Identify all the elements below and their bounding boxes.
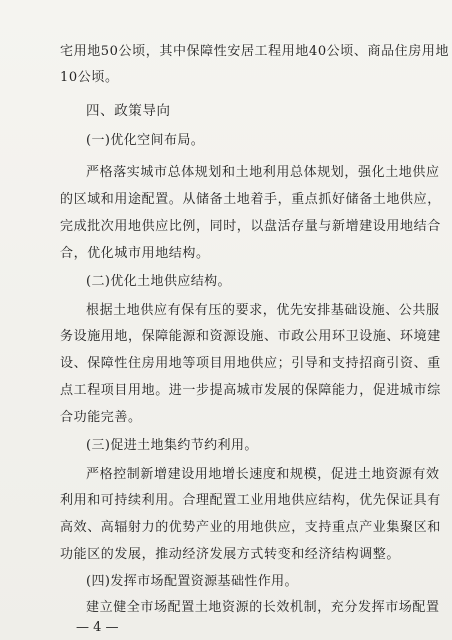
page-number: — 4 — <box>76 620 119 635</box>
body-line: 高效、高辐射力的优势产业的用地供应，支持重点产业集聚区和 <box>60 520 441 535</box>
body-line: 功能区的发展，推动经济发展方式转变和经济结构调整。 <box>60 547 401 562</box>
body-line: 利用和可持续利用。合理配置工业用地供应结构，优先保证具有 <box>60 493 441 508</box>
body-line: 建立健全市场配置土地资源的长效机制，充分发挥市场配置 <box>86 600 440 615</box>
body-line: 根据土地供应有保有压的要求，优先安排基础设施、公共服 <box>86 303 440 318</box>
subsection-heading: (三)促进土地集约节约利用。 <box>86 438 258 453</box>
subsection-heading: (四)发挥市场配置资源基础性作用。 <box>86 574 298 589</box>
body-line: 严格控制新增建设用地增长速度和规模，促进土地资源有效 <box>86 467 440 482</box>
body-line: 合，优化城市用地结构。 <box>60 246 210 261</box>
subsection-heading: (二)优化土地供应结构。 <box>86 274 231 289</box>
body-line: 务设施用地，保障能源和资源设施、市政公用环卫设施、环境建 <box>60 329 441 344</box>
body-line: 的区域和用途配置。从储备土地着手，重点抓好储备土地供应， <box>60 192 441 207</box>
body-line: 设、保障性住房用地等项目用地供应；引导和支持招商引资、重 <box>60 356 441 371</box>
body-line: 点工程项目用地。进一步提高城市发展的保障能力，促进城市综 <box>60 383 441 398</box>
body-line: 10公顷。 <box>60 70 119 85</box>
section-heading: 四、政策导向 <box>86 103 171 119</box>
body-line: 宅用地50公顷，其中保障性安居工程用地40公顷、商品住房用地 <box>60 44 450 59</box>
subsection-heading: (一)优化空间布局。 <box>86 133 205 148</box>
body-line: 完成批次用地供应比例，同时，以盘活存量与新增建设用地结合 <box>60 219 441 234</box>
body-line: 合功能完善。 <box>60 410 142 425</box>
body-line: 严格落实城市总体规划和土地利用总体规划，强化土地供应 <box>86 165 440 180</box>
